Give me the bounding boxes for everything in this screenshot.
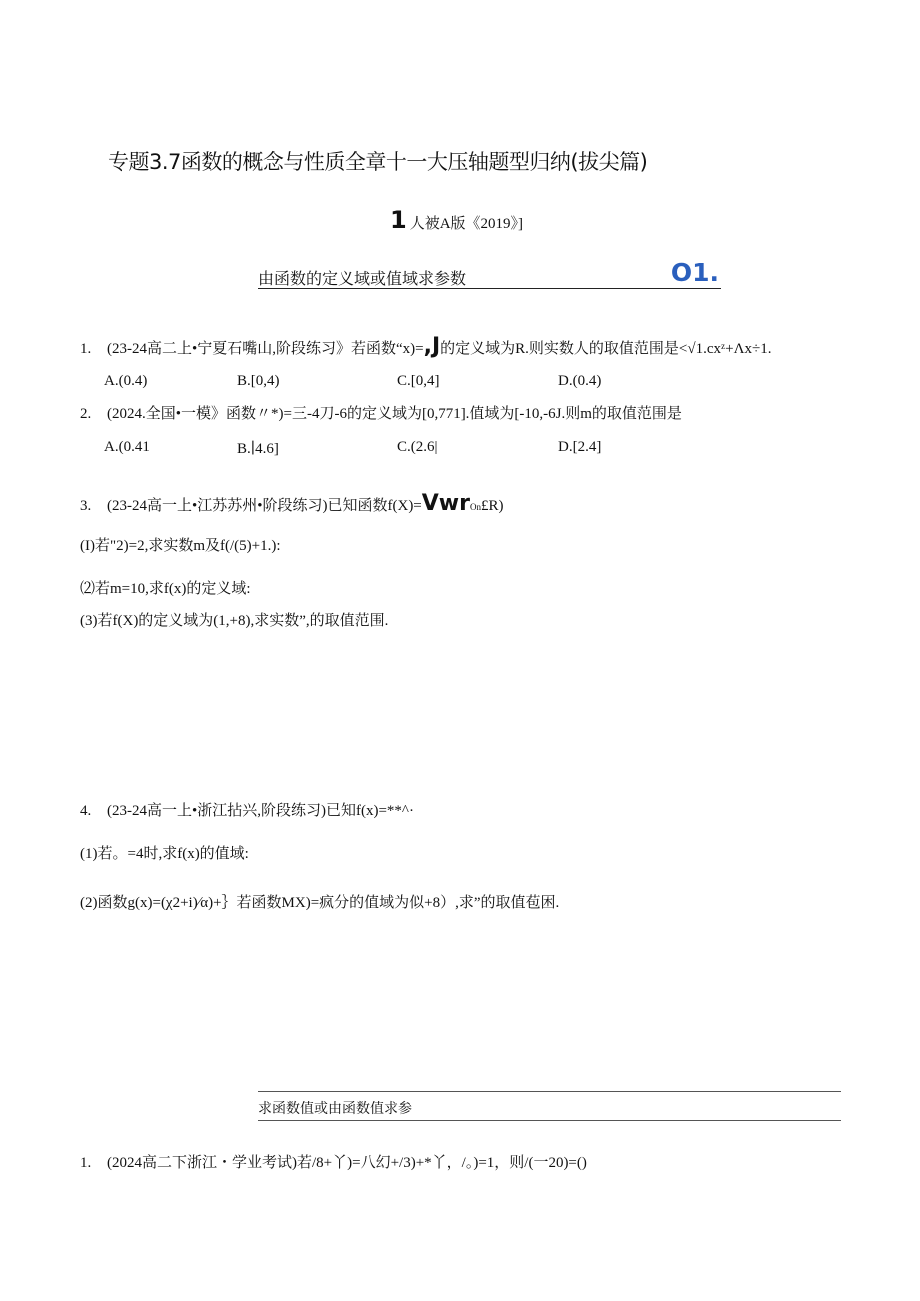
section-header-1 (258, 258, 721, 289)
edition-number: 1 (390, 206, 407, 234)
question-3-text-b: £R) (480, 498, 504, 514)
q3-part-3: (3)若f(X)的定义域为(1,+8),求实数”,的取值范围. (80, 613, 389, 629)
question-1-formula: ,J (423, 334, 441, 359)
edition-line (390, 206, 523, 234)
question-2-number: 2. (80, 406, 92, 422)
question-4-number: 4. (80, 803, 92, 819)
question-1-text-a: (23-24高二上•宁夏石嘴山,阶段练习》若函数“x)= (107, 341, 424, 357)
question-3-subscript: On (469, 502, 481, 512)
q1-option-c: C.[0,4] (397, 373, 440, 389)
q1-option-b: B.[0,4) (237, 373, 280, 389)
q4-part-1: (1)若。=4时,求f(x)的值域: (80, 846, 249, 862)
page-title: 专题3.7函数的概念与性质全章十一大压轴题型归纳(拔尖篇) (108, 150, 648, 174)
question-5 (80, 1151, 587, 1172)
question-2-text: (2024.全国•一模》函数〃*)=三-4刀-6的定义域为[0,771].值域为[-10,-6J.则m的取值范围是 (107, 406, 682, 422)
question-3 (80, 491, 503, 516)
question-4 (80, 799, 414, 820)
section-2-label: 求函数值或由函数值求参 (258, 1101, 412, 1117)
q1-option-d: D.(0.4) (558, 373, 602, 389)
question-3-number: 3. (80, 498, 92, 514)
question-1 (80, 334, 771, 359)
q2-option-b: B.∣4.6] (237, 441, 279, 457)
q4-part-2: (2)函数g(x)=(χ2+i)∕α)+｝若函数MX)=疯分的值域为似+8）,求”的取值苞困. (80, 895, 560, 911)
question-4-text: (23-24高一上•浙江拈兴,阶段练习)已知f(x)=**^· (107, 803, 414, 819)
q2-option-a: A.(0.41 (104, 439, 150, 455)
question-3-formula: Vwr (421, 491, 470, 516)
q1-option-a: A.(0.4) (104, 373, 148, 389)
section-header-2 (258, 1091, 841, 1121)
question-5-number: 1. (80, 1155, 92, 1171)
section-1-label: 由函数的定义域或值域求参数 (258, 269, 467, 288)
question-3-text-a: (23-24高一上•江苏苏州•阶段练习)已知函数f(X)= (107, 498, 422, 514)
q3-part-1: (I)若"2)=2,求实数m及f(/(5)+1.): (80, 538, 281, 554)
q2-option-c: C.(2.6| (397, 439, 438, 455)
q2-option-d: D.[2.4] (558, 439, 602, 455)
section-1-code: O1. (670, 258, 719, 287)
question-1-text-b: 的定义域为R.则实数人的取值范围是<√1.cxᶻ+Λx÷1. (440, 341, 772, 357)
question-2 (80, 402, 682, 423)
edition-text: 人被A版《2019》] (409, 216, 524, 232)
q3-part-2: ⑵若m=10,求f(x)的定义域: (80, 581, 251, 597)
question-1-number: 1. (80, 341, 92, 357)
question-5-text: (2024高二下浙江・学业考试)若/8+丫)=八幻+/3)+*丫，/。)=1，则/(一20)=() (107, 1155, 587, 1171)
